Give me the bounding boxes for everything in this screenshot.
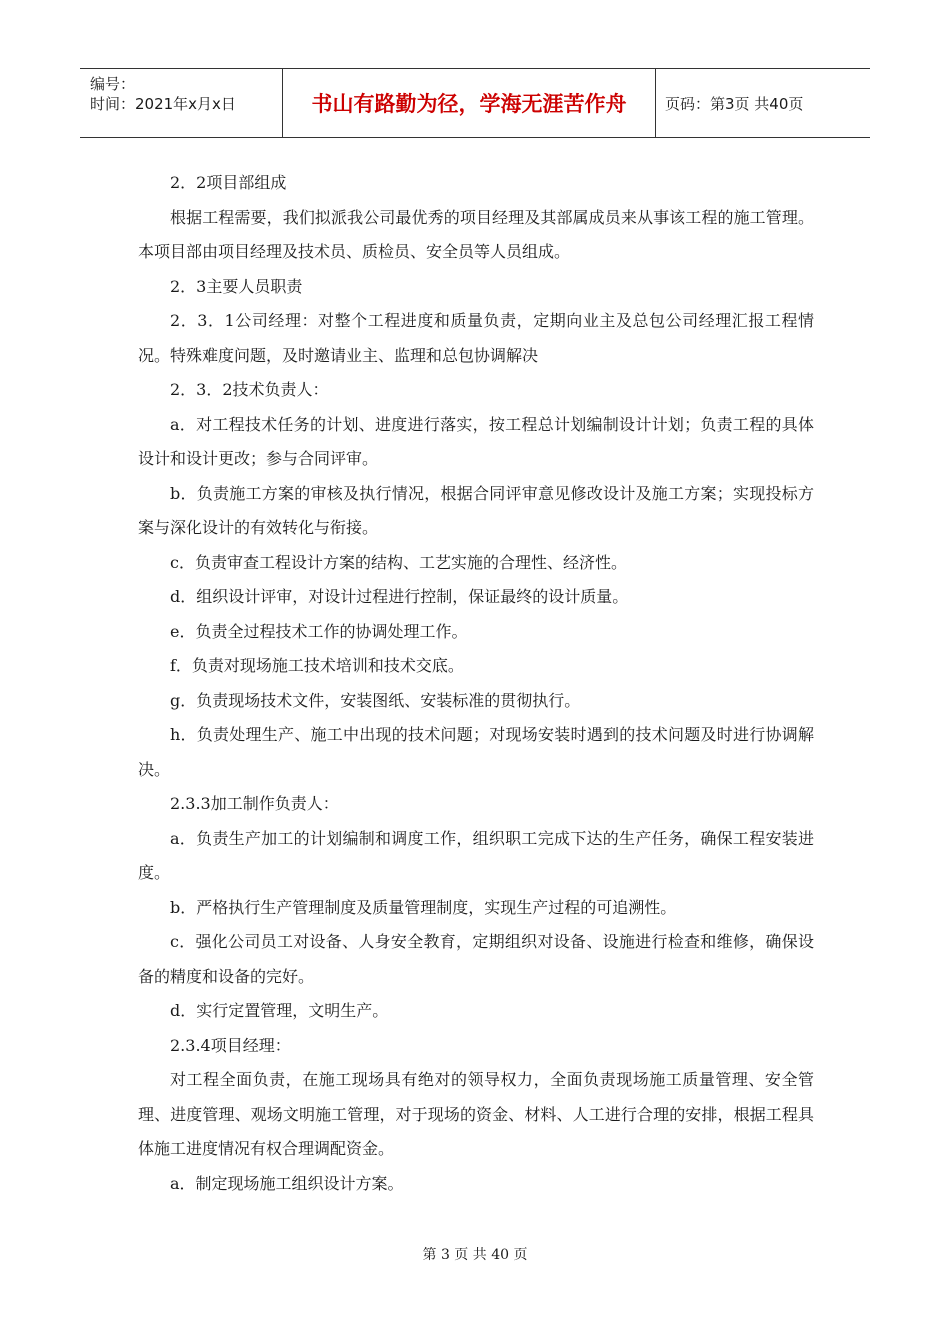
list-item: b．严格执行生产管理制度及质量管理制度，实现生产过程的可追溯性。: [170, 897, 677, 917]
page-label: 页码：第3页 共40页: [665, 94, 804, 113]
list-item: c．负责审查工程设计方案的结构、工艺实施的合理性、经济性。: [170, 552, 627, 572]
section-heading: 2．3主要人员职责: [170, 276, 303, 296]
list-item: d．实行定置管理，文明生产。: [170, 1001, 389, 1020]
list-item: e．负责全过程技术工作的协调处理工作。: [170, 621, 468, 641]
time-label: 时间：2021年x月x日: [90, 95, 236, 113]
paragraph: 2．3．1公司经理：对整个工程进度和质量负责，定期向业主及总包公司经理汇报工程情况。特殊难度问题，及时邀请业主、监理和总包协调解决: [138, 311, 814, 365]
section-heading: 2.3.3加工制作负责人：: [170, 794, 339, 813]
number-label: 编号：: [90, 75, 136, 93]
list-item: a．对工程技术任务的计划、进度进行落实，按工程总计划编制设计计划；负责工程的具体设计和设计更改；参与合同评审。: [138, 414, 814, 468]
list-item: a．负责生产加工的计划编制和调度工作，组织职工完成下达的生产任务，确保工程安装进度。: [138, 828, 814, 882]
motto-text: 书山有路勤为径，学海无涯苦作舟: [282, 69, 656, 137]
section-heading: 2.3.4项目经理：: [170, 1035, 291, 1055]
section-heading: 2．2项目部组成: [170, 173, 287, 192]
list-item: d．组织设计评审，对设计过程进行控制，保证最终的设计质量。: [170, 587, 629, 606]
section-heading: 2．3．2技术负责人：: [170, 380, 329, 399]
header-meta-cell: [80, 69, 282, 137]
list-item: g．负责现场技术文件，安装图纸、安装标准的贯彻执行。: [170, 690, 581, 710]
paragraph: 根据工程需要，我们拟派我公司最优秀的项目经理及其部属成员来从事该工程的施工管理。本项目部由项目经理及技术员、质检员、安全员等人员组成。: [138, 207, 814, 261]
header-table: [80, 68, 870, 138]
paragraph: 对工程全面负责，在施工现场具有绝对的领导权力，全面负责现场施工质量管理、安全管理、进度管理、观场文明施工管理，对于现场的资金、材料、人工进行合理的安排，根据工程具体施工进度情况有权合理调配资金。: [138, 1070, 814, 1158]
list-item: f．负责对现场施工技术培训和技术交底。: [170, 656, 464, 675]
page-footer: 第 3 页 共 40 页: [422, 1247, 528, 1263]
list-item: c．强化公司员工对设备、人身安全教育，定期组织对设备、设施进行检查和维修，确保设备的精度和设备的完好。: [138, 932, 814, 986]
list-item: h．负责处理生产、施工中出现的技术问题；对现场安装时遇到的技术问题及时进行协调解决。: [138, 725, 814, 779]
list-item: b．负责施工方案的审核及执行情况，根据合同评审意见修改设计及施工方案；实现投标方案与深化设计的有效转化与衔接。: [138, 483, 814, 537]
list-item: a．制定现场施工组织设计方案。: [170, 1173, 404, 1193]
document-body: [138, 166, 814, 1201]
